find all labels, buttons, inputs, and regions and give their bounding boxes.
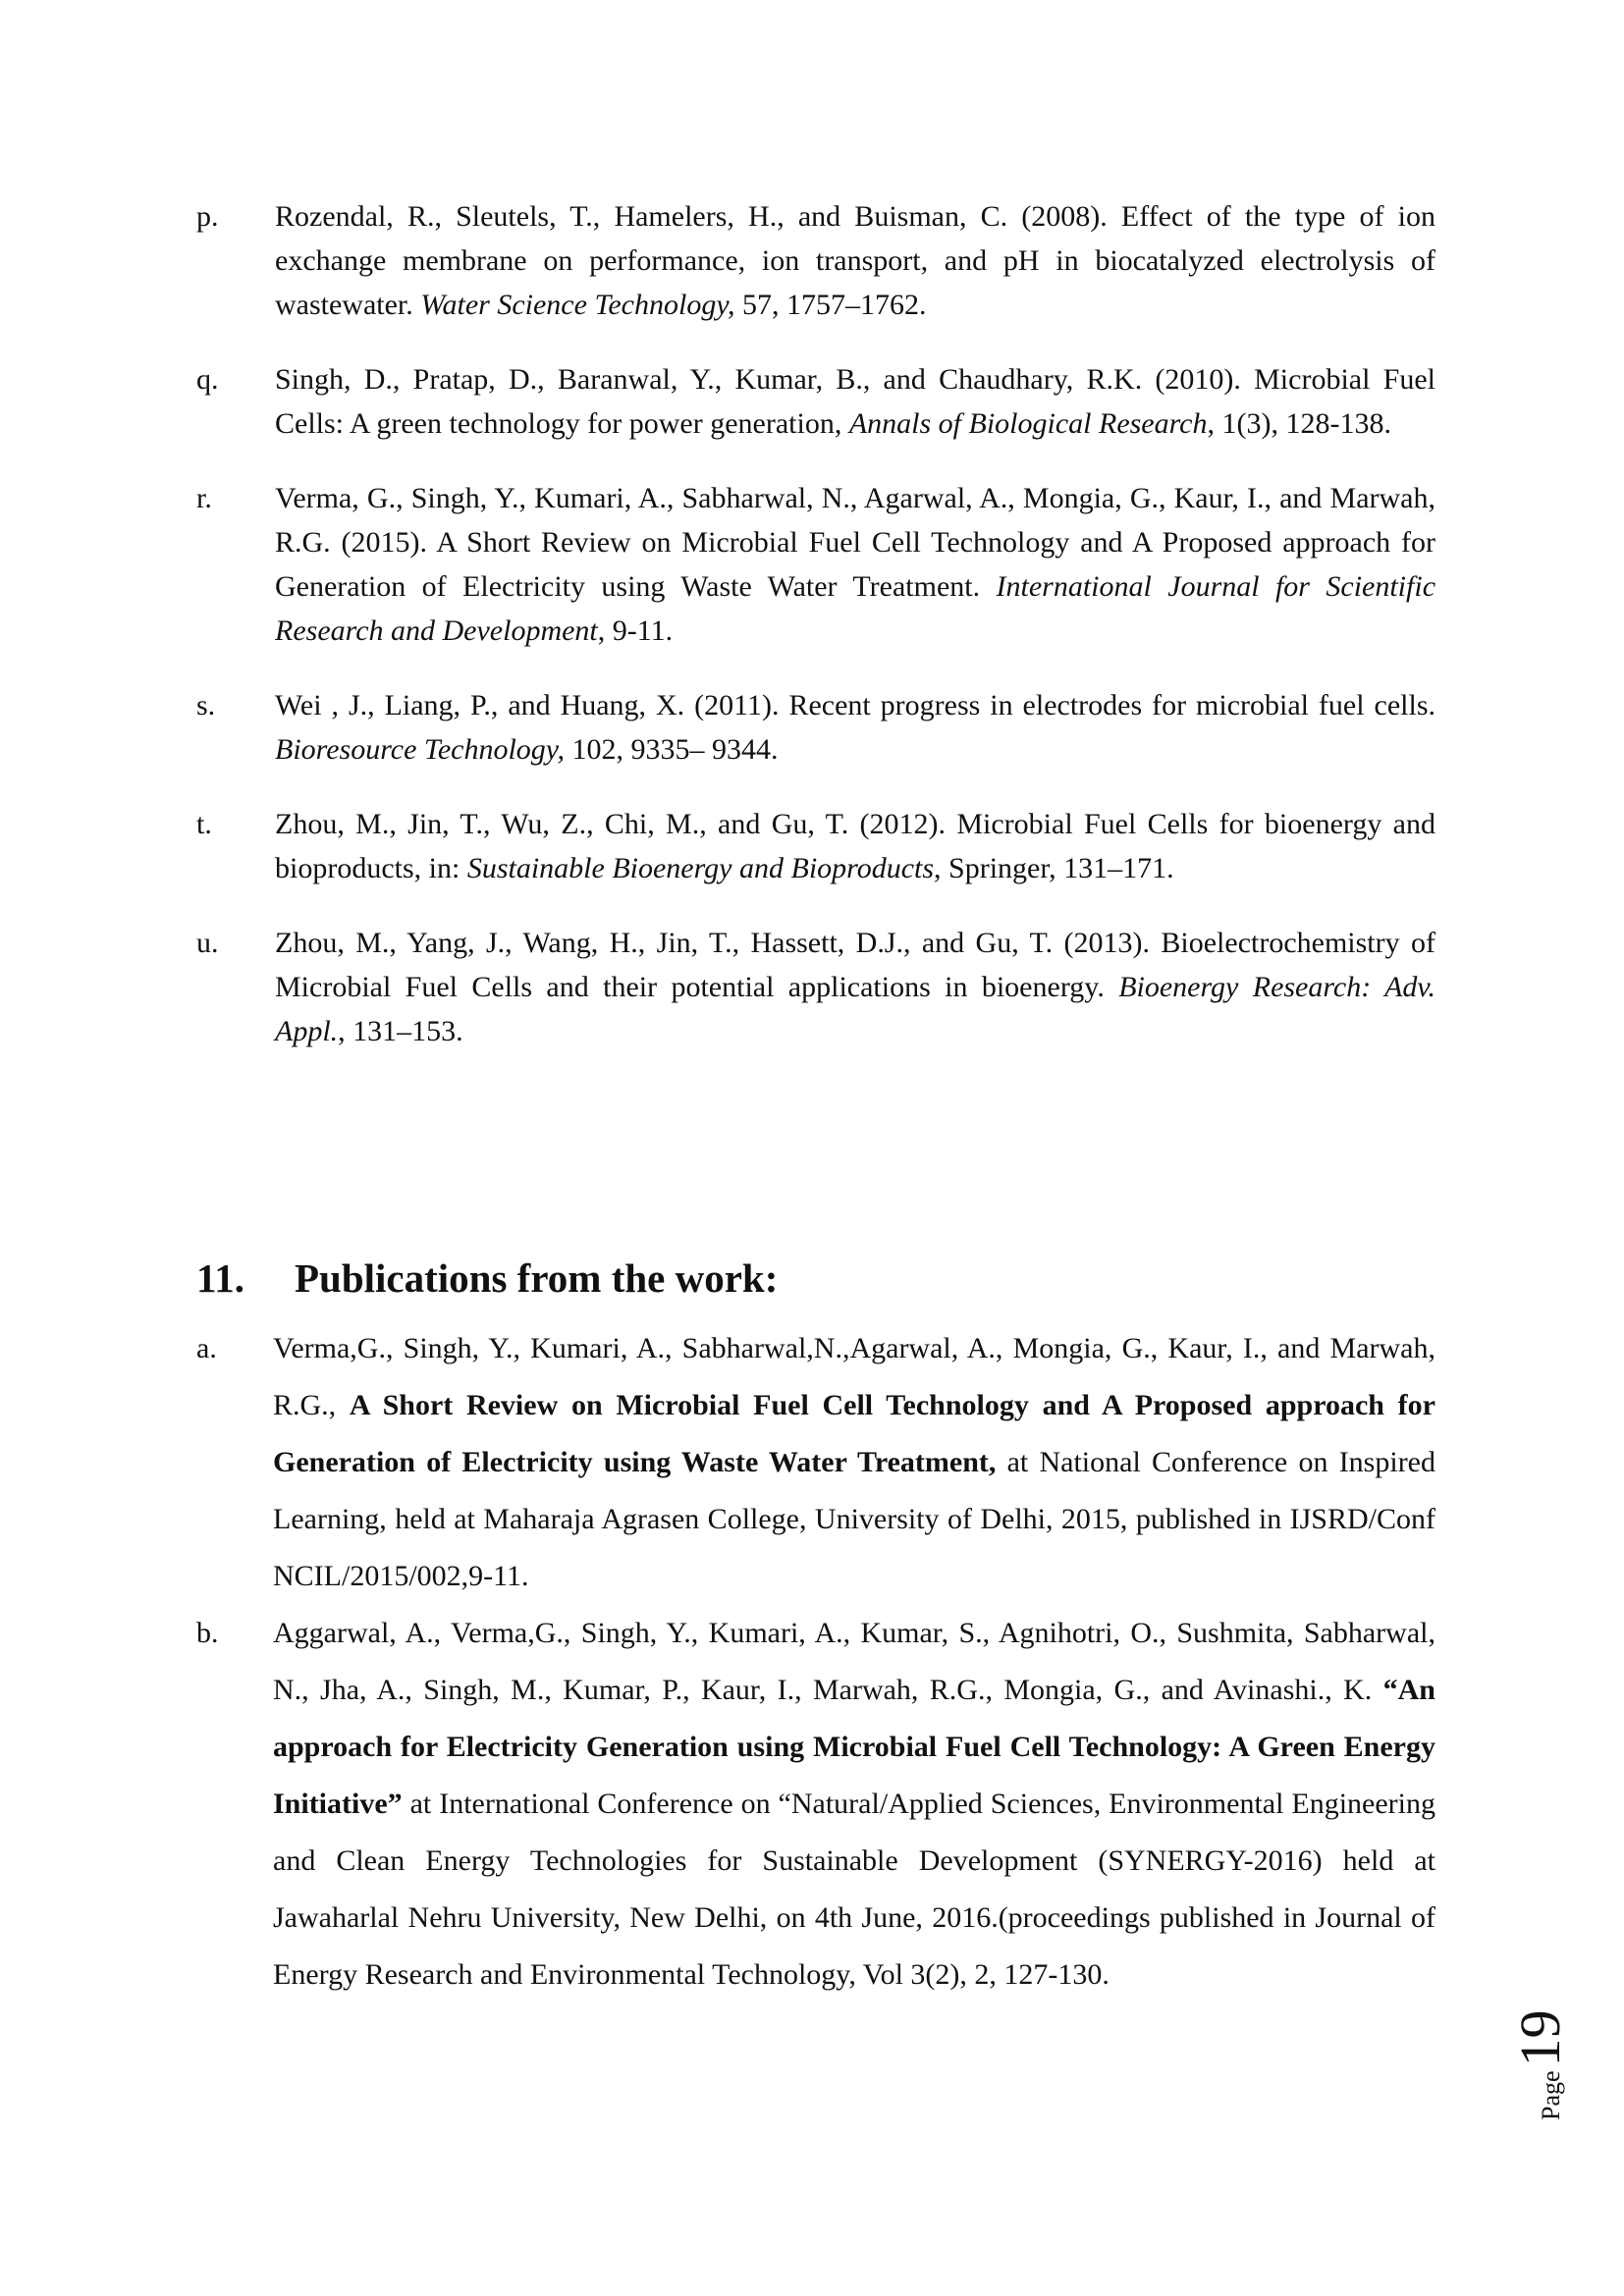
reference-item — [196, 921, 1435, 1053]
journal-name: Sustainable Bioenergy and Bioproducts — [466, 852, 935, 884]
reference-label: s. — [196, 689, 216, 721]
publication-list — [196, 1320, 1435, 2003]
section-number: 11. — [196, 1255, 244, 1301]
journal-name: International Journal for Scientific Research and Development — [275, 570, 1436, 647]
reference-label: p. — [196, 200, 219, 233]
page-number — [1508, 1963, 1572, 2120]
publication-item — [196, 1320, 1435, 1605]
publication-text: Verma,G., Singh, Y., Kumari, A., Sabharwal,N.,Agarwal, A., Mongia, G., Kaur, I., and Marwah, R.G., A Short Review on Microbial Fuel Cell Technology and A Proposed approach for Generation of Electricity using Waste Water Treatment, at National Conference on Inspired Learning, held at Maharaja Agrasen College, University of Delhi, 2015, published in IJSRD/Conf NCIL/2015/002,9-11. — [273, 1332, 1435, 1592]
journal-name: Annals of Biological Research — [848, 407, 1208, 440]
publication-title: A Short Review on Microbial Fuel Cell Technology and A Proposed approach for Generation of Electricity using Waste Water Treatment, — [273, 1389, 1435, 1478]
page-digit: 19 — [1508, 2009, 1572, 2067]
reference-item — [196, 476, 1435, 653]
journal-name: Bioenergy Research: Adv. Appl. — [275, 971, 1435, 1047]
reference-label: u. — [196, 927, 219, 959]
reference-label: t. — [196, 808, 212, 840]
reference-item — [196, 194, 1435, 327]
page-word: Page — [1537, 2070, 1565, 2120]
publication-item — [196, 1605, 1435, 2003]
reference-text: Wei , J., Liang, P., and Huang, X. (2011). Recent progress in electrodes for microbial fuel cells. Bioresource Technology, 102, 9335– 9344. — [275, 689, 1435, 766]
reference-item — [196, 802, 1435, 890]
reference-text: Verma, G., Singh, Y., Kumari, A., Sabharwal, N., Agarwal, A., Mongia, G., Kaur, I., and Marwah, R.G. (2015). A Short Review on Microbial Fuel Cell Technology and A Proposed approach for Generation of Electricity using Waste Water Treatment. International Journal for Scientific Research and Development, 9-11. — [275, 482, 1436, 647]
journal-name: Water Science Technology, — [420, 289, 735, 321]
journal-name: Bioresource Technology, — [275, 733, 565, 766]
reference-list — [196, 194, 1435, 1084]
reference-text: Rozendal, R., Sleutels, T., Hamelers, H., and Buisman, C. (2008). Effect of the type of ion exchange membrane on performance, ion transport, and pH in biocatalyzed electrolysis of wastewater. Water Science Technology, 57, 1757–1762. — [275, 200, 1435, 321]
reference-text: Zhou, M., Yang, J., Wang, H., Jin, T., Hassett, D.J., and Gu, T. (2013). Bioelectrochemistry of Microbial Fuel Cells and their potential applications in bioenergy. Bioenergy Research: Adv. Appl., 131–153. — [275, 927, 1435, 1047]
reference-item — [196, 683, 1435, 772]
reference-item — [196, 357, 1435, 446]
reference-text: Singh, D., Pratap, D., Baranwal, Y., Kumar, B., and Chaudhary, R.K. (2010). Microbial Fuel Cells: A green technology for power generation, Annals of Biological Research, 1(3), 128-138. — [275, 363, 1435, 440]
reference-text: Zhou, M., Jin, T., Wu, Z., Chi, M., and Gu, T. (2012). Microbial Fuel Cells for bioenergy and bioproducts, in: Sustainable Bioenergy and Bioproducts, Springer, 131–171. — [275, 808, 1435, 884]
publication-label: a. — [196, 1332, 217, 1364]
publication-text: Aggarwal, A., Verma,G., Singh, Y., Kumari, A., Kumar, S., Agnihotri, O., Sushmita, Sabharwal, N., Jha, A., Singh, M., Kumar, P., Kaur, I., Marwah, R.G., Mongia, G., and Avinashi., K. “An approach for Electricity Generation using Microbial Fuel Cell Technology: A Green Energy Initiative” at International Conference on “Natural/Applied Sciences, Environmental Engineering and Clean Energy Technologies for Sustainable Development (SYNERGY-2016) held at Jawaharlal Nehru University, New Delhi, on 4th June, 2016.(proceedings published in Journal of Energy Research and Environmental Technology, Vol 3(2), 2, 127-130. — [273, 1617, 1435, 1991]
section-heading — [196, 1249, 778, 1308]
reference-label: q. — [196, 363, 219, 396]
publication-label: b. — [196, 1617, 219, 1649]
publication-title: “An approach for Electricity Generation using Microbial Fuel Cell Technology: A Green Energy Initiative” — [273, 1674, 1435, 1820]
reference-label: r. — [196, 482, 212, 514]
section-title: Publications from the work: — [295, 1255, 779, 1301]
